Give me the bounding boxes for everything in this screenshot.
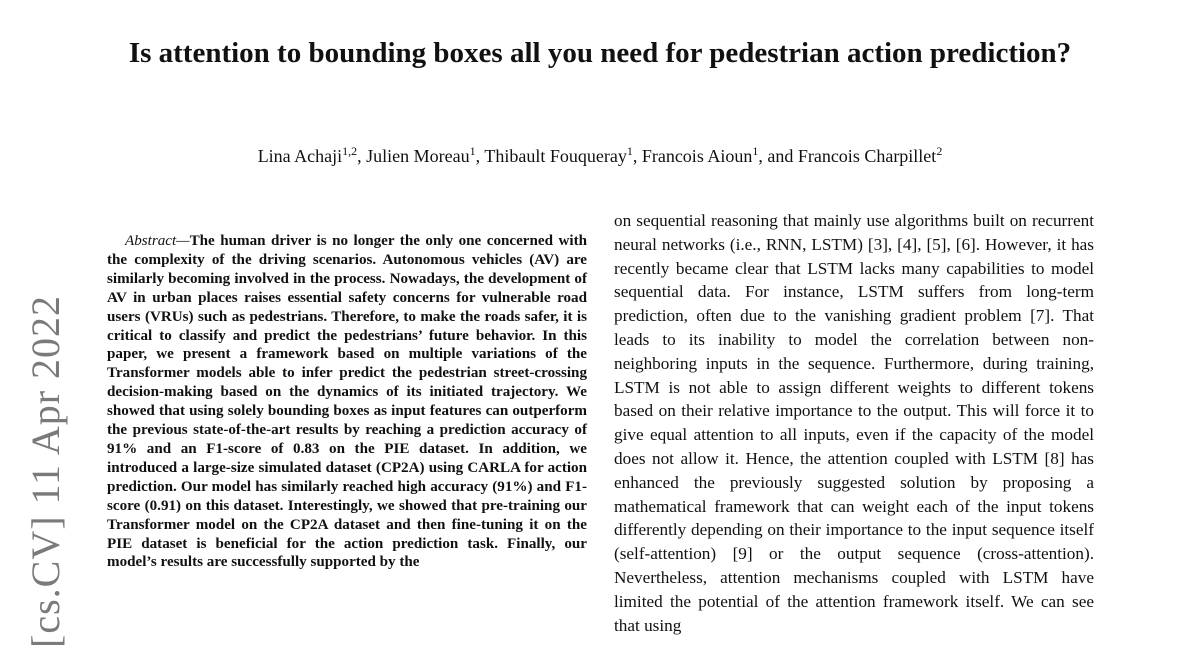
- author-affiliation: 1,2: [342, 144, 358, 158]
- arxiv-stamp: [cs.CV] 11 Apr 2022: [23, 294, 68, 648]
- author-separator: , and: [758, 146, 798, 166]
- body-paragraph: on sequential reasoning that mainly use algorithms built on recurrent neural networks (i.e., RNN, LSTM) [3], [4], [5], [6]. However, it has recently became clear that LSTM lacks many capabilities to model sequential data. For instance, LSTM suffers from long-term prediction, often due to the vanishing gradient problem [7]. That leads to its inability to model the correlation between non-neighboring inputs in the sequence. Furthermore, during training, LSTM is not able to assign different weights to different tokens based on their relative importance to the output. This will force it to give equal attention to all inputs, even if the capacity of the model does not allow it. Hence, the attention coupled with LSTM [8] has enhanced the previously suggested solution by proposing a mathematical framework that can weight each of the input tokens differently depending on their importance to the input sequence itself (self-attention) [9] or the output sequence (cross-attention). Nevertheless, attention mechanisms coupled with LSTM have limited the potential of the attention framework itself. We can see that using: [614, 211, 1094, 635]
- abstract-paragraph: [107, 232, 587, 572]
- abstract-text: The human driver is no longer the only one concerned with the complexity of the driving scenarios. Autonomous vehicles (AV) are similarly becoming involved in the process. Nowadays, the development of AV in urban places raises essential safety concerns for vulnerable road users (VRUs) such as pedestrians. Therefore, to make the roads safer, it is critical to classify and predict the pedestrians’ future behavior. In this paper, we present a framework based on multiple variations of the Transformer models able to infer predict the pedestrian street-crossing decision-making based on the dynamics of its initiated trajectory. We showed that using solely bounding boxes as input features can outperform the previous state-of-the-art results by reaching a prediction accuracy of 91% and an F1-score of 0.83 on the PIE dataset. In addition, we introduced a large-size simulated dataset (CP2A) using CARLA for action prediction. Our model has similarly reached high accuracy (91%) and F1-score (0.91) on this dataset. Interestingly, we showed that pre-training our Transformer model on the CP2A dataset and then fine-tuning it on the PIE dataset is beneficial for the action prediction task. Finally, our model’s results are successfully supported by the: [107, 233, 587, 571]
- author-name: Julien Moreau: [366, 146, 470, 166]
- author-name: Francois Charpillet: [797, 146, 937, 166]
- author-separator: ,: [357, 146, 367, 166]
- author-affiliation: 1: [626, 144, 633, 158]
- body-column-right: [614, 209, 1094, 637]
- author-affiliation: 1: [752, 144, 759, 158]
- author-name: Francois Aioun: [641, 146, 753, 166]
- author-affiliation: 2: [936, 144, 943, 158]
- author-list: [80, 144, 1120, 168]
- author-separator: ,: [632, 146, 642, 166]
- author-name: Thibault Fouqueray: [484, 146, 627, 166]
- paper-title: Is attention to bounding boxes all you need for pedestrian action prediction?: [128, 37, 1072, 69]
- abstract-column: [107, 232, 587, 572]
- author-separator: ,: [475, 146, 485, 166]
- author-name: Lina Achaji: [257, 146, 343, 166]
- author-affiliation: 1: [469, 144, 476, 158]
- abstract-label: Abstract—: [125, 233, 190, 249]
